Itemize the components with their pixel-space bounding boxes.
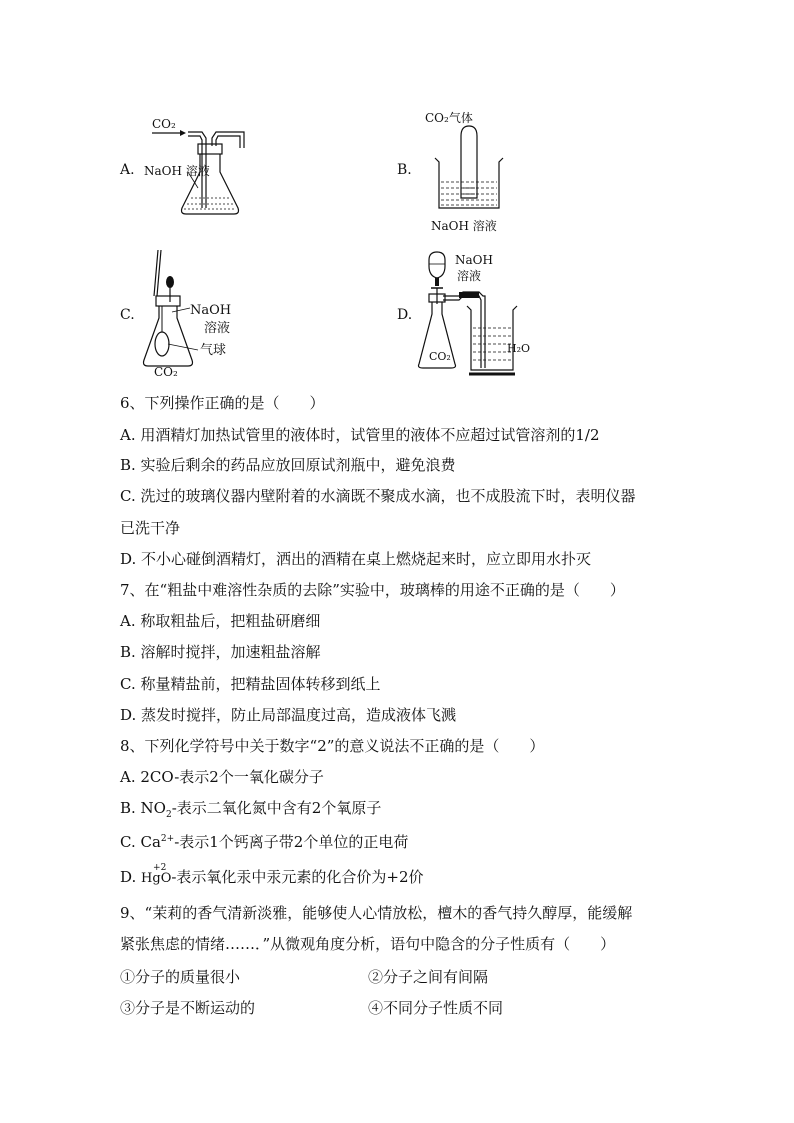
question-8-option-d-suffix: -表示氧化汞中汞元素的化合价为+2价 bbox=[171, 868, 424, 886]
question-8-stem: 8、下列化学符号中关于数字“2”的意义说法不正确的是（ ） bbox=[120, 737, 545, 755]
question-9-item-3: ③分子是不断运动的 bbox=[120, 999, 256, 1017]
figure-d-solution-label-2: 溶液 bbox=[457, 269, 482, 283]
question-9-item-1: ①分子的质量很小 bbox=[120, 968, 241, 986]
figure-c-solution-label-1: NaOH bbox=[190, 303, 232, 318]
question-7-option-c: C. 称量精盐前，把精盐固体转移到纸上 bbox=[120, 675, 381, 693]
question-8-option-a: A. 2CO-表示2个一氧化碳分子 bbox=[120, 768, 324, 786]
figure-c-balloon-label: 气球 bbox=[200, 343, 227, 358]
figure-d-gas-label: CO₂ bbox=[429, 350, 451, 363]
question-9-item-2: ②分子之间有间隔 bbox=[368, 968, 489, 986]
figure-a-solution-label: NaOH 溶液 bbox=[144, 164, 210, 178]
option-b-letter: B. bbox=[397, 162, 412, 178]
option-a-letter: A. bbox=[120, 162, 135, 178]
figure-c-solution-label-2: 溶液 bbox=[204, 321, 231, 336]
question-8-option-c-suffix: -表示1个钙离子带2个单位的正电荷 bbox=[174, 833, 409, 851]
question-8-option-b bbox=[120, 798, 381, 825]
question-7-option-d: D. 蒸发时搅拌，防止局部温度过高，造成液体飞溅 bbox=[120, 706, 457, 724]
figure-c-gas-label: CO₂ bbox=[154, 365, 178, 379]
question-8-option-c-prefix: C. Ca bbox=[120, 833, 161, 851]
figure-b-gas-label: CO₂气体 bbox=[425, 111, 473, 125]
question-9-item-4: ④不同分子性质不同 bbox=[368, 999, 504, 1017]
figure-d-solution-label-1: NaOH bbox=[455, 253, 493, 267]
question-7-option-a: A. 称取粗盐后，把粗盐研磨细 bbox=[120, 612, 321, 630]
question-8-option-b-prefix: B. NO bbox=[120, 799, 166, 817]
question-6-option-c-line-1: C. 洗过的玻璃仪器内壁附着的水滴既不聚成水滴，也不成股流下时，表明仪器 bbox=[120, 487, 636, 505]
question-6-option-c-line-2: 已洗干净 bbox=[120, 519, 181, 537]
question-6-stem: 6、下列操作正确的是（ ） bbox=[120, 394, 325, 412]
question-7-stem: 7、在“粗盐中难溶性杂质的去除”实验中，玻璃棒的用途不正确的是（ ） bbox=[120, 581, 625, 599]
question-8-option-b-subscript: 2 bbox=[165, 810, 172, 820]
question-8-option-d-formula: HgO bbox=[141, 871, 172, 886]
option-d-letter: D. bbox=[397, 307, 413, 323]
figure-a-gas-label: CO₂ bbox=[152, 117, 176, 131]
question-6-option-d: D. 不小心碰倒酒精灯，洒出的酒精在桌上燃烧起来时，应立即用水扑灭 bbox=[120, 550, 592, 568]
option-c-letter: C. bbox=[120, 307, 135, 323]
question-7-option-b: B. 溶解时搅拌，加速粗盐溶解 bbox=[120, 643, 321, 661]
figure-b-beaker-test-tube bbox=[425, 108, 515, 233]
question-8-option-b-suffix: -表示二氧化氮中含有2个氧原子 bbox=[171, 799, 382, 817]
question-6-option-b: B. 实验后剩余的药品应放回原试剂瓶中，避免浪费 bbox=[120, 456, 456, 474]
question-9-stem-line-1: 9、“茉莉的香气清新淡雅，能够使人心情放松，檀木的香气持久醇厚，能缓解 bbox=[120, 904, 633, 922]
question-8-option-d-valence: +2 bbox=[153, 863, 167, 873]
figure-d-water-label: H₂O bbox=[507, 342, 531, 355]
question-8-option-c-superscript: 2+ bbox=[160, 834, 175, 844]
question-9-stem-line-2: 紧张焦虑的情绪……．”从微观角度分析，语句中隐含的分子性质有（ ） bbox=[120, 935, 616, 953]
question-8-option-d-prefix: D. bbox=[120, 868, 142, 886]
figure-d-flask-beaker bbox=[415, 248, 531, 378]
question-8-option-d bbox=[120, 863, 424, 889]
figure-b-solution-label: NaOH 溶液 bbox=[431, 219, 497, 233]
figure-c-flask-balloon bbox=[140, 248, 250, 378]
question-6-option-a: A. 用酒精灯加热试管里的液体时，试管里的液体不应超过试管溶剂的1/2 bbox=[120, 426, 600, 444]
question-8-option-c bbox=[120, 829, 408, 852]
